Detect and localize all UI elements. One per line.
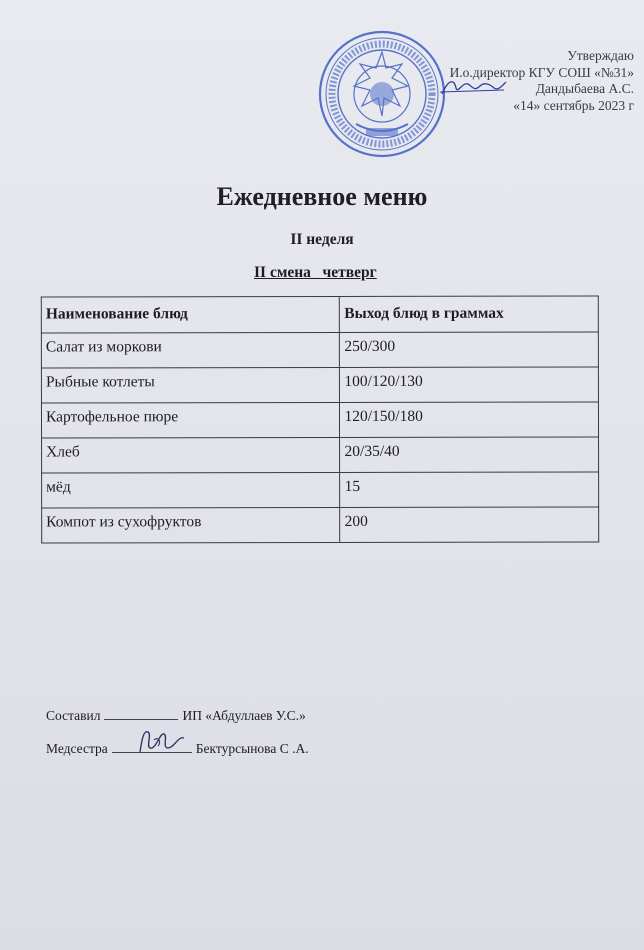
table-row [41,402,598,438]
dish-name: Рыбные котлеты [41,367,340,403]
table-row [42,437,599,473]
dish-name: Хлеб [42,437,341,473]
compiled-label: Составил [46,708,101,723]
approval-date: «14» сентябрь 2023 г [513,97,634,113]
signature-icon [134,724,194,756]
menu-table [41,296,599,544]
round-seal-icon [316,28,448,160]
table-row [42,507,599,543]
column-header-dish: Наименование блюд [41,296,340,333]
dish-weight: 100/120/130 [340,367,599,402]
dish-weight: 120/150/180 [340,402,599,437]
approval-heading: Утверждаю [567,48,634,63]
table-row [41,332,598,368]
dish-weight: 250/300 [340,332,599,367]
column-header-weight: Выход блюд в граммах [340,296,599,332]
week-label: II неделя [290,231,354,248]
dish-name: Салат из моркови [41,332,340,368]
dish-name: Картофельное пюре [41,402,340,438]
compiled-by-line [46,707,306,724]
shift-label: II смена четверг [254,264,377,281]
dish-name: мёд [42,472,341,508]
approval-name: Дандыбаева А.С. [535,81,634,96]
dish-weight: 15 [340,472,599,507]
table-row [41,367,598,403]
nurse-name: Бектурсынова С .А. [195,741,309,756]
page-title: Ежедневное меню [216,182,428,211]
dish-name: Компот из сухофруктов [42,507,341,543]
table-row [42,472,599,508]
nurse-label: Медсестра [46,741,108,756]
signature-blank [104,707,178,720]
dish-weight: 200 [340,507,599,542]
table-header-row [41,296,598,333]
approval-position: И.о.директор КГУ СОШ «№31» [449,64,634,80]
compiled-name: ИП «Абдуллаев У.С.» [182,708,306,723]
dish-weight: 20/35/40 [340,437,599,472]
signature-icon [438,76,508,98]
